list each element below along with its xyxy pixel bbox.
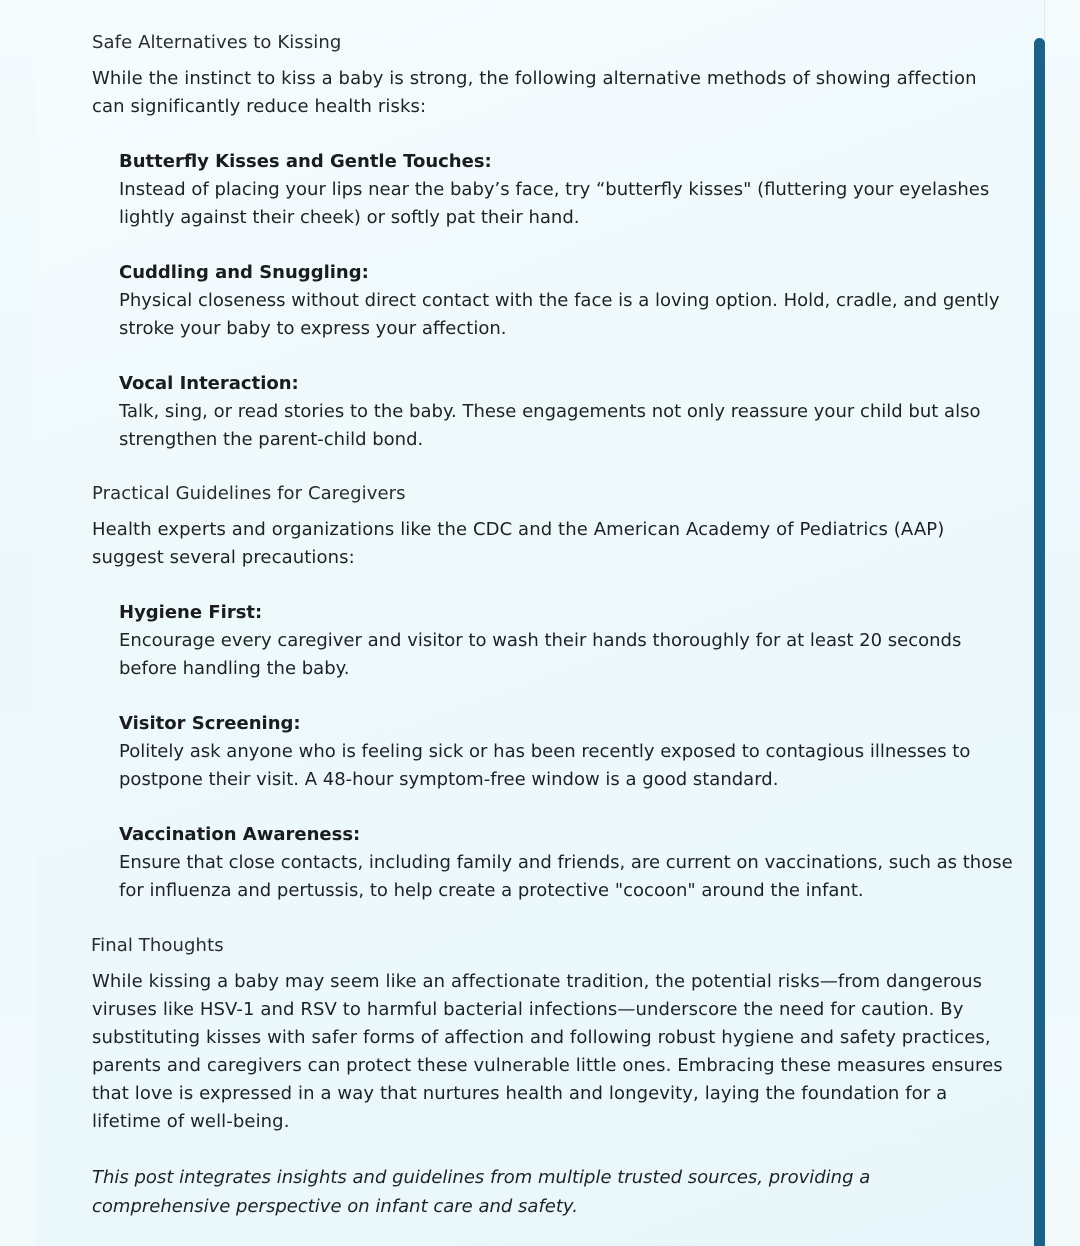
list-item [119, 710, 1019, 794]
list-item [119, 370, 1019, 454]
list-item-title: Vaccination Awareness: [119, 824, 361, 845]
list-item-text: Talk, sing, or read stories to the baby. These engagements not only reassure your child but also strengthen the parent-child bond. [119, 401, 981, 450]
section-intro-safe-alternatives: While the instinct to kiss a baby is strong, the following alternative methods of showing affection can significantly reduce health risks: [92, 68, 977, 117]
list-item-title: Hygiene First: [119, 602, 263, 623]
list-item [119, 599, 1019, 683]
section-heading-final-thoughts: Final Thoughts [91, 935, 224, 956]
section-intro-practical-guidelines: Health experts and organizations like the CDC and the American Academy of Pediatrics (AAP) suggest several precautions: [92, 519, 945, 568]
section-body-final-thoughts: While kissing a baby may seem like an affectionate tradition, the potential risks—from dangerous viruses like HSV-1 and RSV to harmful bacterial infections—underscore the need for caution. By substituting kisses with safer forms of affection and following robust hygiene and safety practices, parents and caregivers can protect these vulnerable little ones. Embracing these measures ensures that love is expressed in a way that nurtures health and longevity, laying the foundation for a lifetime of well-being. [92, 971, 1003, 1132]
list-item-text: Physical closeness without direct contact with the face is a loving option. Hold, cradle, and gently stroke your baby to express your affection. [119, 290, 1000, 339]
list-item [119, 259, 1019, 343]
list-item-text: Ensure that close contacts, including family and friends, are current on vaccinations, such as those for influenza and pertussis, to help create a protective "cocoon" around the infant. [119, 852, 1013, 901]
list-item [119, 148, 1019, 232]
list-item [119, 821, 1019, 905]
scrollbar-thumb[interactable] [1034, 38, 1045, 1246]
list-item-text: Instead of placing your lips near the baby’s face, try “butterfly kisses" (fluttering your eyelashes lightly against their cheek) or softly pat their hand. [119, 179, 990, 228]
list-item-title: Vocal Interaction: [119, 373, 299, 394]
list-item-text: Encourage every caregiver and visitor to wash their hands thoroughly for at least 20 seconds before handling the baby. [119, 630, 962, 679]
closing-note: This post integrates insights and guidelines from multiple trusted sources, providing a comprehensive perspective on infant care and safety. [92, 1167, 871, 1217]
list-item-title: Visitor Screening: [119, 713, 301, 734]
list-item-text: Politely ask anyone who is feeling sick or has been recently exposed to contagious illnesses to postpone their visit. A 48-hour symptom-free window is a good standard. [119, 741, 971, 790]
section-heading-safe-alternatives: Safe Alternatives to Kissing [92, 32, 342, 53]
list-item-title: Cuddling and Snuggling: [119, 262, 369, 283]
section-heading-practical-guidelines: Practical Guidelines for Caregivers [92, 483, 406, 504]
list-item-title: Butterfly Kisses and Gentle Touches: [119, 151, 492, 172]
